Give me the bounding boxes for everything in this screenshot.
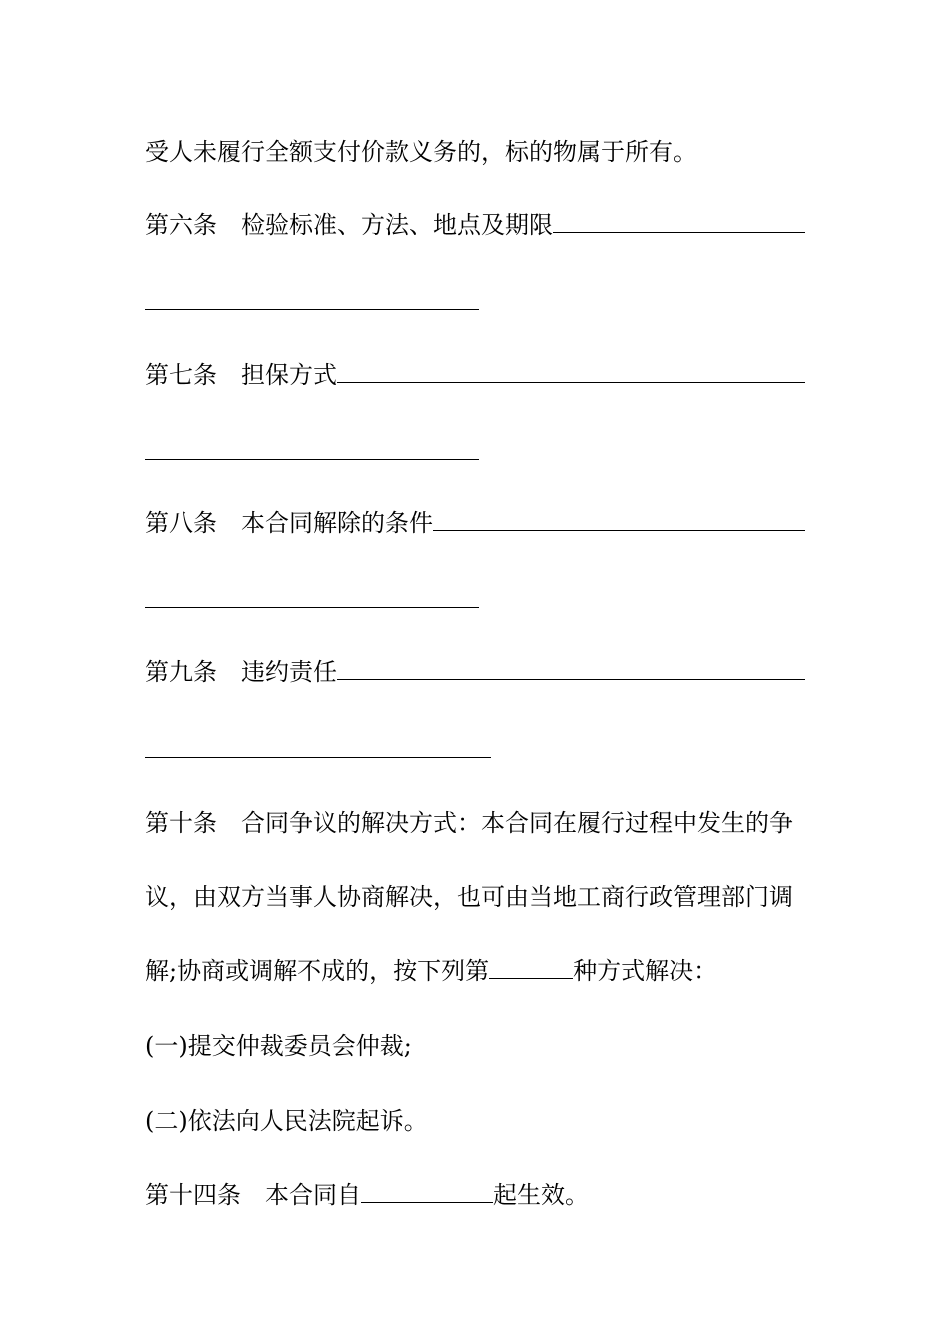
article-number: 第六条 [145, 211, 217, 239]
paragraph-text: 受人未履行全额支付价款义务的，标的物属于所有。 [145, 138, 697, 166]
article-number: 第十四条 [145, 1181, 241, 1209]
article-number: 第八条 [145, 509, 217, 537]
article-10-line-2 [145, 882, 793, 912]
article-number: 第九条 [145, 658, 217, 686]
article-text: 起生效。 [493, 1181, 589, 1209]
article-number: 第七条 [145, 361, 217, 389]
fill-blank [553, 210, 805, 233]
fill-blank [433, 508, 805, 531]
article-title: 本合同解除的条件 [241, 509, 433, 537]
article-text: 议，由双方当事人协商解决，也可由当地工商行政管理部门调 [145, 883, 793, 911]
paragraph-ownership [145, 137, 697, 167]
option-text: (一)提交仲裁委员会仲裁; [145, 1032, 412, 1060]
fill-blank-line [145, 757, 491, 758]
article-text: 本合同自 [265, 1181, 361, 1209]
article-7 [145, 360, 805, 390]
fill-blank [489, 956, 573, 979]
article-text: 种方式解决： [573, 957, 718, 985]
article-text: 解;协商或调解不成的，按下列第 [145, 957, 490, 985]
article-6 [145, 210, 805, 240]
article-text: 合同争议的解决方式：本合同在履行过程中发生的争 [241, 809, 793, 837]
option-litigation [145, 1106, 428, 1136]
option-text: (二)依法向人民法院起诉。 [145, 1107, 428, 1135]
fill-blank-line [145, 607, 479, 608]
article-number: 第十条 [145, 809, 217, 837]
fill-blank [337, 657, 805, 680]
fill-blank-line [145, 309, 479, 310]
article-9 [145, 657, 805, 687]
article-8 [145, 508, 805, 538]
article-10-line-3 [145, 956, 717, 986]
article-title: 检验标准、方法、地点及期限 [241, 211, 553, 239]
fill-blank [361, 1180, 493, 1203]
article-14 [145, 1180, 589, 1210]
article-title: 担保方式 [241, 361, 337, 389]
fill-blank [337, 360, 805, 383]
article-title: 违约责任 [241, 658, 337, 686]
article-10-line-1 [145, 808, 793, 838]
fill-blank-line [145, 459, 479, 460]
option-arbitration [145, 1031, 412, 1061]
